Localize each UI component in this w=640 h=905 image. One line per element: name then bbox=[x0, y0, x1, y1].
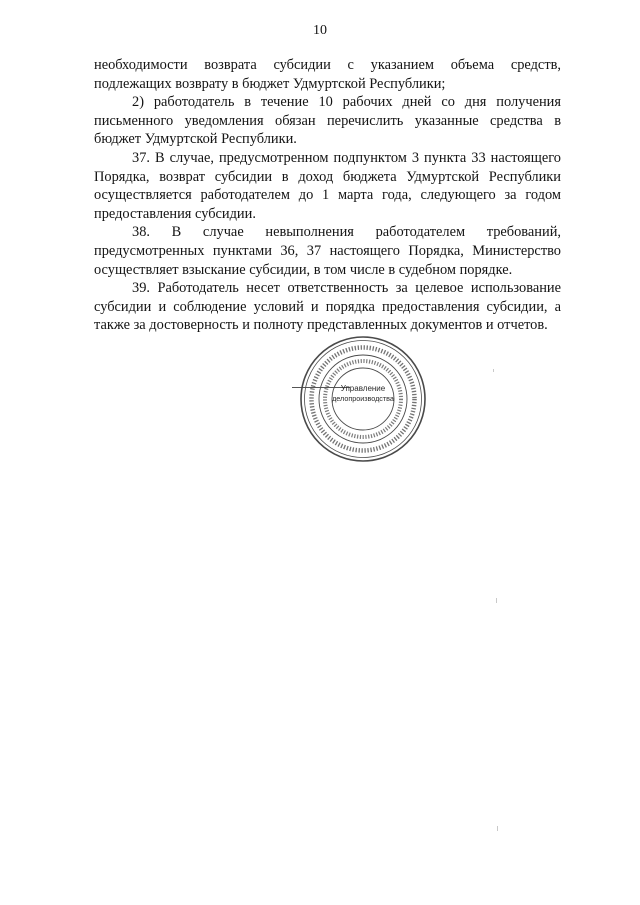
official-seal bbox=[298, 334, 428, 464]
paragraph-1: необходимости возврата субсидии с указанием объема средств, подлежащих возврату в бюджет Удмуртской Республики; bbox=[94, 57, 561, 92]
scan-speck bbox=[493, 369, 494, 372]
scan-speck bbox=[497, 826, 498, 831]
document-body bbox=[94, 56, 561, 335]
paragraph-2: 2) работодатель в течение 10 рабочих дней со дня получения письменного уведомления обязан перечислить указанные средства в бюджет Удмуртской Республики. bbox=[94, 94, 561, 148]
page-number: 10 bbox=[313, 23, 327, 38]
paragraph-37: 37. В случае, предусмотренном подпунктом 3 пункта 33 настоящего Порядка, возврат субсидии в доход бюджета Удмуртской Республики осуществляется работодателем до 1 марта года, следующего за годом предоставления субсидии. bbox=[94, 149, 561, 222]
seal-center-line-1: Управление bbox=[340, 384, 386, 393]
paragraph-38: 38. В случае невыполнения работодателем требований, предусмотренных пунктами 36, 37 настоящего Порядка, Министерство осуществляет взыскание субсидии, в том числе в судебном порядке. bbox=[94, 224, 561, 278]
seal-center-line-2: делопроизводства bbox=[332, 394, 394, 403]
seal-stamp-icon bbox=[298, 334, 428, 464]
paragraph-39: 39. Работодатель несет ответственность за целевое использование субсидии и соблюдение условий и порядка предоставления субсидии, а также за достоверность и полноту представленных документов и отчетов. bbox=[94, 280, 561, 334]
scan-speck bbox=[496, 598, 497, 603]
